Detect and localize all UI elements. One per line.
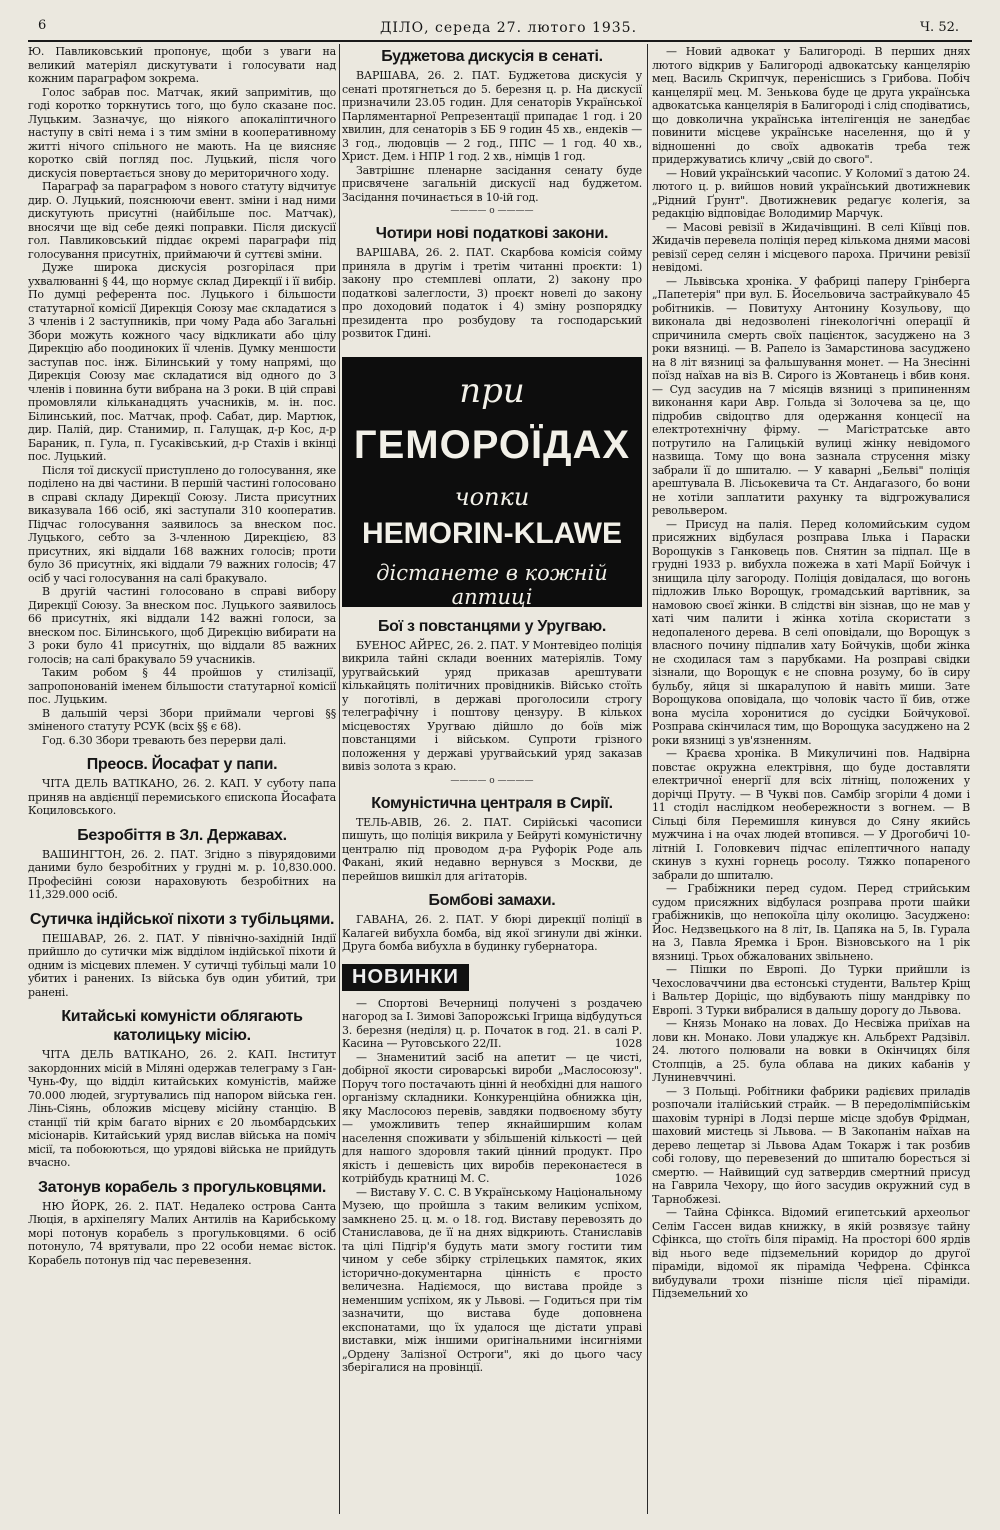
news-item (342, 1051, 642, 1186)
news-text: — Спортові Вечерниці получені з роздачею нагород за І. Зимові Запорожські Ігрища відбудуться 3. березня (неділя) ц. р. Початок в год. 21. в салі Р. Касина — Рутовського 22/II. (342, 996, 642, 1050)
news-item: — Новий адвокат у Балигороді. В перших днях лютого відкрив у Балигороді адвокатську канцелярію мец. Василь Скрипчук, перенісшись з Грибова. Побіч канцелярії мец. М. Зенькова буде це друга українська адвокатська канцелярія в Балигороді і слід сподіватись, що довколична українська інтелігенція не занедбає повинити місцеве українське населення, що й у відношенні до своїх адвокатів треба теж придержуватись кличу „свій до свого". (652, 45, 970, 166)
column-1 (28, 45, 336, 1510)
news-item: — Пішки по Европі. До Турки прийшли із Чехословаччини два естонські студенти, Вальтер Кріщ і Вальтер Доріціс, що відбувають пішу мандрівку по Европі. З Турки вибралися в дальшу дорогу до Львова. (652, 963, 970, 1017)
column-2 (342, 45, 642, 1525)
ad-tagline: дістанете в кожній аптиці (376, 560, 608, 609)
article-body: ТЕЛЬ-АВІВ, 26. 2. ПАТ. Сирійські часописи пишуть, що поліція викрила у Бейруті комуністичну централю під проводом д-ра Руфорік Роде аль Факані, який недавно вернувся з Москви, де перейшов вишкіл для агітаторів. (342, 815, 642, 883)
ad-line: при (459, 370, 525, 411)
header-rule (28, 40, 972, 42)
headline-budget: Буджетова дискусія в сенаті. (381, 48, 603, 65)
article-paragraph: Параграф за параграфом з нового статуту відчитує дир. О. Луцький, пояснюючи евент. зміни і над ними дискутують присутні (найбільше пос. Матчак), вносячи ще від себе деякі поправки. Після дискусії гол. Павликовський піддає окремі параграфи під голосування присутніх, приймаючи й суттєві зміни. (28, 180, 336, 261)
column-divider-left (339, 44, 340, 1514)
ad-code: 1028 (614, 1037, 642, 1050)
news-item: — Присуд на палія. Перед коломийським судом присяжних відбулася розправа Ілька і Параски Ворощуків з Ганковець пов. Снятин за підпал. Ще в грудні 1933 р. вибухла пожежа в хаті Марії Бойчук і знищила цілу загороду. Поліція довідалася, що вогонь підложив Ілько Ворощук, громадський вартівник, за намовою своєї жінки. В слідстві він зізнав, що не мав у хаті чим палити і жінка хотіла скористати з недопаленого дерева. В селі оповідали, що Ворощук з власного почину підпалив хату Бойчуків, щоби жінка не сходилася там з парубками. На розправі свідки зізнали, що Ворощук є не сповна розуму, бо їв сиру бульбу, яйця зі шкаралупою й навіть миши. Зате Ворощукова оповідала, що чоловік часто її бив, отже вона мусіла хоронитися до сусідки Бойчукової. Розправа скінчилася тим, що Ворощука засуджено на 2 роки вязниці з ув'язненням. (652, 517, 970, 747)
article-body: ВАРШАВА, 26. 2. ПАТ. Буджетова дискусія у сенаті протягнеться до 5. березня ц. р. На дискусії призначили 23.05 годин. Для сенаторів Української Парляментарної Репрезентації припадає 1 год. і 20 хвилин, для сенаторів з ББ 9 годин 45 хв., ендеків — 3 год., людовців — 2 год., ППС — 1 год. 40 хв., Христ. Дем. і НПР 1 год. 2 хв., німців 1 год. (342, 69, 642, 163)
separator-ornament: ———— o ———— (450, 206, 534, 216)
section-title: НОВИНКИ (342, 964, 469, 991)
article-body: Завтрішнє пленарне засідання сенату буде присвячене загальній дискусії над буджетом. Засідання починається в 10-ій год. (342, 163, 642, 204)
headline-uruguay: Бої з повстанцями у Уругваю. (377, 617, 607, 635)
headline-china: Китайські комуністи облягають католицьку місію. (61, 1008, 303, 1044)
headline-pope: Преосв. Йосафат у папи. (86, 756, 278, 773)
article-paragraph: В другій частині голосовано в справі вибору Дирекції Союзу. За внеском пос. Луцького заявилось 66 присутніх, які віддали 142 важні голоси, за внеском пос. Білинського, щоб Дирекцію вибирати на 3 роки було 41 присутніх, що віддали 85 важних голосів; на салі бракувало 59 учасників. (28, 585, 336, 666)
news-text: — Знаменитий засіб на апетит — це чисті, добірної якости сироварські вироби „Маслосоюзу". Поруч того постачають цінні й необхідні для нашого організму складники. Конкуренційна обнижка цін, яку Маслосоюз перевів, завдяки подвоєному збуту — уможливить тепер якнайширшим колам населення споживати у збільшеній кількості — цей для нашого здоровля такий цінний продукт. Про якість і дешевість цих виробів переконаєтеся в котрійбудь кратниці М. С. (342, 1050, 642, 1185)
news-item: — Масові ревізії в Жидачівщині. В селі Кіївці пов. Жидачів перевела поліція перед кількома днями масові ревізії серед селян і місцевого пароха. Причини ревізії невідомі. (652, 220, 970, 274)
headline-bombs: Бомбові замахи. (428, 892, 556, 909)
article-paragraph: Ю. Павликовський пропонує, щоби з уваги на великий матеріял дискутувати і голосувати над кожним параграфом зокрема. (28, 45, 336, 85)
ad-headline: ГЕМОРОЇДАХ (353, 422, 631, 467)
news-item: — З Польщі. Робітники фабрики радієвих приладів розпочали італійський страйк. — В передолімпійськім шаховім турнірі в Лодзі перше місце здобув Фрідман, шаховий мистець зі Львова. — В Закопанім наїхав на дерево лещетар зі Львова Адам Токарж і так розбив собі голову, що перевезений до шпиталю боресться зі смертю. — Найвищий суд затвердив смертний присуд на Гаврила Чехору, що його засудив окружний суд в Тарнобжезі. (652, 1084, 970, 1206)
headline-tax-laws: Чотири нові податкові закони. (375, 225, 609, 242)
news-item (342, 997, 642, 1051)
article-paragraph: В дальшій черзі Збори приймали чергові §§ зміненого статуту РСУК (всіх §§ є 68). (28, 706, 336, 733)
article-paragraph: Дуже широка дискусія розгорілася при ухвалюванні § 44, що нормує склад Дирекції і її вибір. По думці референта пос. Луцького і більшости статутарної комісії Дирекція Союзу має складатися з 3 членів і 2 заступників, при чому Рада або Загальні Збори можуть кожного часу відкликати або цілу Дирекцію або поодиноких її членів. Думку меншости заступав пос. інж. Білинський у тому напрямі, що Дирекція Союзу має складатися від одного до 3 членів і повинна бути вибрана на 3 роки. В цій справі промовляли кільканадцять учасників, м. ін. пос. Білинський, пос. Матчак, проф. Сабат, дир. Мартюк, дир. Палій, дир. Станимир, п. Галущак, д-р Кос, д-р Бараник, п. Гула, п. Гусаківський, д-р Стахів і вкінці пос. Луцький. (28, 261, 336, 463)
article-body: ГАВАНА, 26. 2. ПАТ. У бюрі дирекції поліції в Калагей вибухла бомба, від якої згинули дві жінки. Друга бомба вибухла в будинку губернатора. (342, 913, 642, 953)
section-news-banner (342, 964, 642, 991)
headline-unemployment: Безробіття в Зл. Державах. (77, 826, 287, 844)
news-item: — Виставу У. С. С. В Українському Національному Музею, що пройшла з таким великим успіхом, замкнено 25. ц. м. о 18. год. Виставу перевозять до Станиславова, де її на днях відкриють. Станиславів та цілі Підгір'я будуть мати змогу гостити тим чином у себе збірку стрілецьких памяток, яких історично-документарна цінність є просто величезна. Надіємося, що вистава пройде з неменшим успіхом, як у Львові. — Годиться при тім зазначити, що вистава буде доповнена експонатами, що їх удалося ще дістати управі виставки, між іншими оригінальними інсигніями „Ордену Залізної Остроги", які до цього часу зберігалися на провінції. (342, 1185, 642, 1374)
separator-ornament: ———— o ———— (450, 775, 534, 786)
article-body: ЧІТА ДЕЛЬ ВАТІКАНО, 26. 2. КАП. Інститут закордонних місій в Міляні одержав телеграму з Ган-Чунь-Фу, що відділ китайських комуністів, майже 70.000 людей, згуртувались під напором війська ген. Лінь-Сіянь, обложив місцеву місійну станцію. В станції тій крім багато вірних є 20 льомбардських місіонарів. Китайський уряд вислав війська на поміч місії, та побоюються, що урядові війська не прийдуть вчасно. (28, 1048, 336, 1169)
ad-line: чопки (454, 482, 530, 511)
advertisement-hemorin (342, 357, 642, 607)
article-body: НЮ ЙОРК, 26. 2. ПАТ. Недалеко острова Санта Люція, в архіпелягу Малих Антилів на Карибському морі потонув корабель з прогульковцями. 6 осіб потонуло, 74 врятували, про 22 особи немає вісток. Корабель потонув під час перевезення. (28, 1199, 336, 1267)
article-paragraph: Год. 6.30 Збори тревають без перерви далі. (42, 733, 287, 747)
news-item: — Львівська хроніка. У фабриці паперу Грінберга „Папетерія" при вул. Б. Йосельовича застрайкувало 45 робітників. — Повитуху Антонину Козульову, що виконала дві недозволені гінекологічні операції й спричинила смерть своїх пацієнток, засуджено на 3 роки вязниці. — В. Рапело із Замарстинова засуджено на 8 літ вязниці за фальшування монет. — На Знесінні поїзд наїхав на віз В. Сирого із Жовтанець і вбив коня. — Суд засудив на 7 місяців вязниці з припиненням виконання кари Авр. Гольда зі Золочева за це, що підробив свідоцтво для одержання концесії на електротехнічну фірму. — Магістратське авто потрутило на Галицькій вулиці жінку невідомого назвища. Тому що вона зазнала струсення мізку забрали її до шпиталю. — У каварні „Бельві" поліція арештувала В. Лісьокевича та Ст. Андагазого, бо вони не хотіли заплатити рахунку та відгрожувалися револьвером. (652, 274, 970, 517)
headline-india: Сутичка індійської піхоти з тубільцями. (29, 910, 335, 928)
ad-brand: HEMORIN-KLAWE (362, 516, 622, 550)
article-paragraph: Таким робом § 44 пройшов у стилізації, запропонованій іменем більшости статутарної комісії пос. Луцьким. (28, 666, 336, 706)
news-item: — Грабіжники перед судом. Перед стрийським судом присяжних відбулася розправа проти шайки грабіжників, що непокоїла цілу околицю. Засуджено: Йос. Недзвецького на 8 літ, Ів. Цапяка на 5, Ів. Гурала на 3, Павла Яремка і Брон. Візновського на 1 рік вязниці. Трьох обжалованих звільнено. (652, 882, 970, 963)
page-number: 6 (38, 18, 47, 33)
headline-ship: Затонув корабель з прогульковцями. (37, 1178, 327, 1196)
news-item: — Князь Монако на ловах. До Несвіжа приїхав на лови кн. Монако. Лови уладжує кн. Альбрехт Радзівіл. 24. лютого полювали на вовки в Окінчицях біля Столпців, а 25. була облава на диких кабанів у Луниневччині. (652, 1017, 970, 1084)
column-3 (652, 45, 970, 1525)
article-body: ВАШИНГТОН, 26. 2. ПАТ. Згідно з півурядовими даними було безробітних у грудні м. р. 10,830.000. Професійні союзи нараховують безробітних на 11,329.000 осіб. (28, 847, 336, 901)
masthead-dateline: ДІЛО, середа 27. лютого 1935. (380, 20, 638, 36)
article-body: ЧІТА ДЕЛЬ ВАТІКАНО, 26. 2. КАП. У суботу папа приняв на авдієнції перемиського єпископа Йосафата Коциловського. (28, 777, 336, 817)
news-item: — Тайна Сфінкса. Відомий египетський археольог Селім Гассен видав книжку, в якій розвязує тайну Сфінкса, що стоїть біля пірамід. На просторі 600 ярдів від нього веде підземельний коридор до другої піраміди, відомої як піраміда Чефрена. Сфінкса вибудували трохи пізніше після цієї піраміди. Підземельний хо (652, 1206, 970, 1300)
article-body: БУЕНОС АЙРЕС, 26. 2. ПАТ. У Монтевідео поліція викрила тайні склади военних матеріялів. Тому уругвайський уряд приказав арештувати кількайцять політичних провідників. Військо стоїть у поготівлі, в державі проголосили строгу телеграфічну і поштову цензуру. В кількох місцевостях Уругваю дійшло до боїв між повстанцями і військом. Супроти грізного положення у державі уругвайський уряд заказав вивіз золота з краю. (342, 638, 642, 773)
headline-syria: Комуністична централя в Сирії. (371, 794, 613, 812)
page-header (0, 0, 1000, 40)
ad-code: 1026 (614, 1172, 642, 1185)
article-body: ВАРШАВА, 26. 2. ПАТ. Скарбова комісія сойму приняла в другім і третім читанні проєкти: 1) закону про стемплеві оплати, 2) закону про податкові залеглости, 3) проєкт новелі до закону про доходовий податок і 4) зміну розпорядку президента про розбудову та господарський розвиток Гдині. (342, 246, 642, 340)
news-item: — Новий український часопис. У Коломиї з датою 24. лютого ц. р. вийшов новий український двотижневик „Рідний Ґрунт". Двотижневик редагує колегія, за редакцію відповідає Володимир Марчук. (652, 166, 970, 220)
column-divider-right (647, 44, 648, 1514)
news-item: — Краєва хроніка. В Микуличині пов. Надвірна повстає окружна електрівня, що буде доставляти електричної енергії для всіх літніщ, положених у дорічці Пруту. — В Чукві пов. Самбір згоріли 4 доми і 11 стоділ наслідком необережности з вогнем. — В Сільці біля Перемишля кинувся до Сяну якийсь мужчина і на очах людей втопився. — У Дрогобичі 10-літній І. Головкевич підчас епілептичного нападу скинув з кухні горнець росолу. Тяжко попареного забрали до шпиталю. (652, 747, 970, 882)
article-paragraph: Після тої дискусії приступлено до голосування, яке поділено на дві частини. В першій частині голосовано в справі складу Дирекції Союзу. Листа присутних виказувала 166 осіб, які заступали 310 кооператив. Підчас голосування заявилось за внеском пос. Луцького, себто за 3-членною Дирекцією, 83 присутних, які віддали 168 важних голосів; проти було 36 присутніх, які віддали 79 важних голосів; 47 осіб у часі голосування на салі бракувало. (28, 463, 336, 585)
article-body: ПЕШАВАР, 26. 2. ПАТ. У північно-західній Індії прийшло до сутички між відділом індійської піхоти й одним із місцевих племен. У сутичці тубільці мали 10 убитих і ранених. Із війська був один убитий, три ранені. (28, 931, 336, 999)
issue-number: Ч. 52. (920, 20, 959, 35)
article-paragraph: Голос забрав пос. Матчак, який запримітив, що годі коротко торкнутись того, що було сказане пос. Луцьким. Зазначує, що ніякого апокаліптичного наступу в світі нема і з тим зміни в кооперативному житті нічого спільного не мають. На це виясняє коротко свій погляд пос. Луцький, після чого дискусія повертається знову до мериторичного ходу. (28, 85, 336, 180)
